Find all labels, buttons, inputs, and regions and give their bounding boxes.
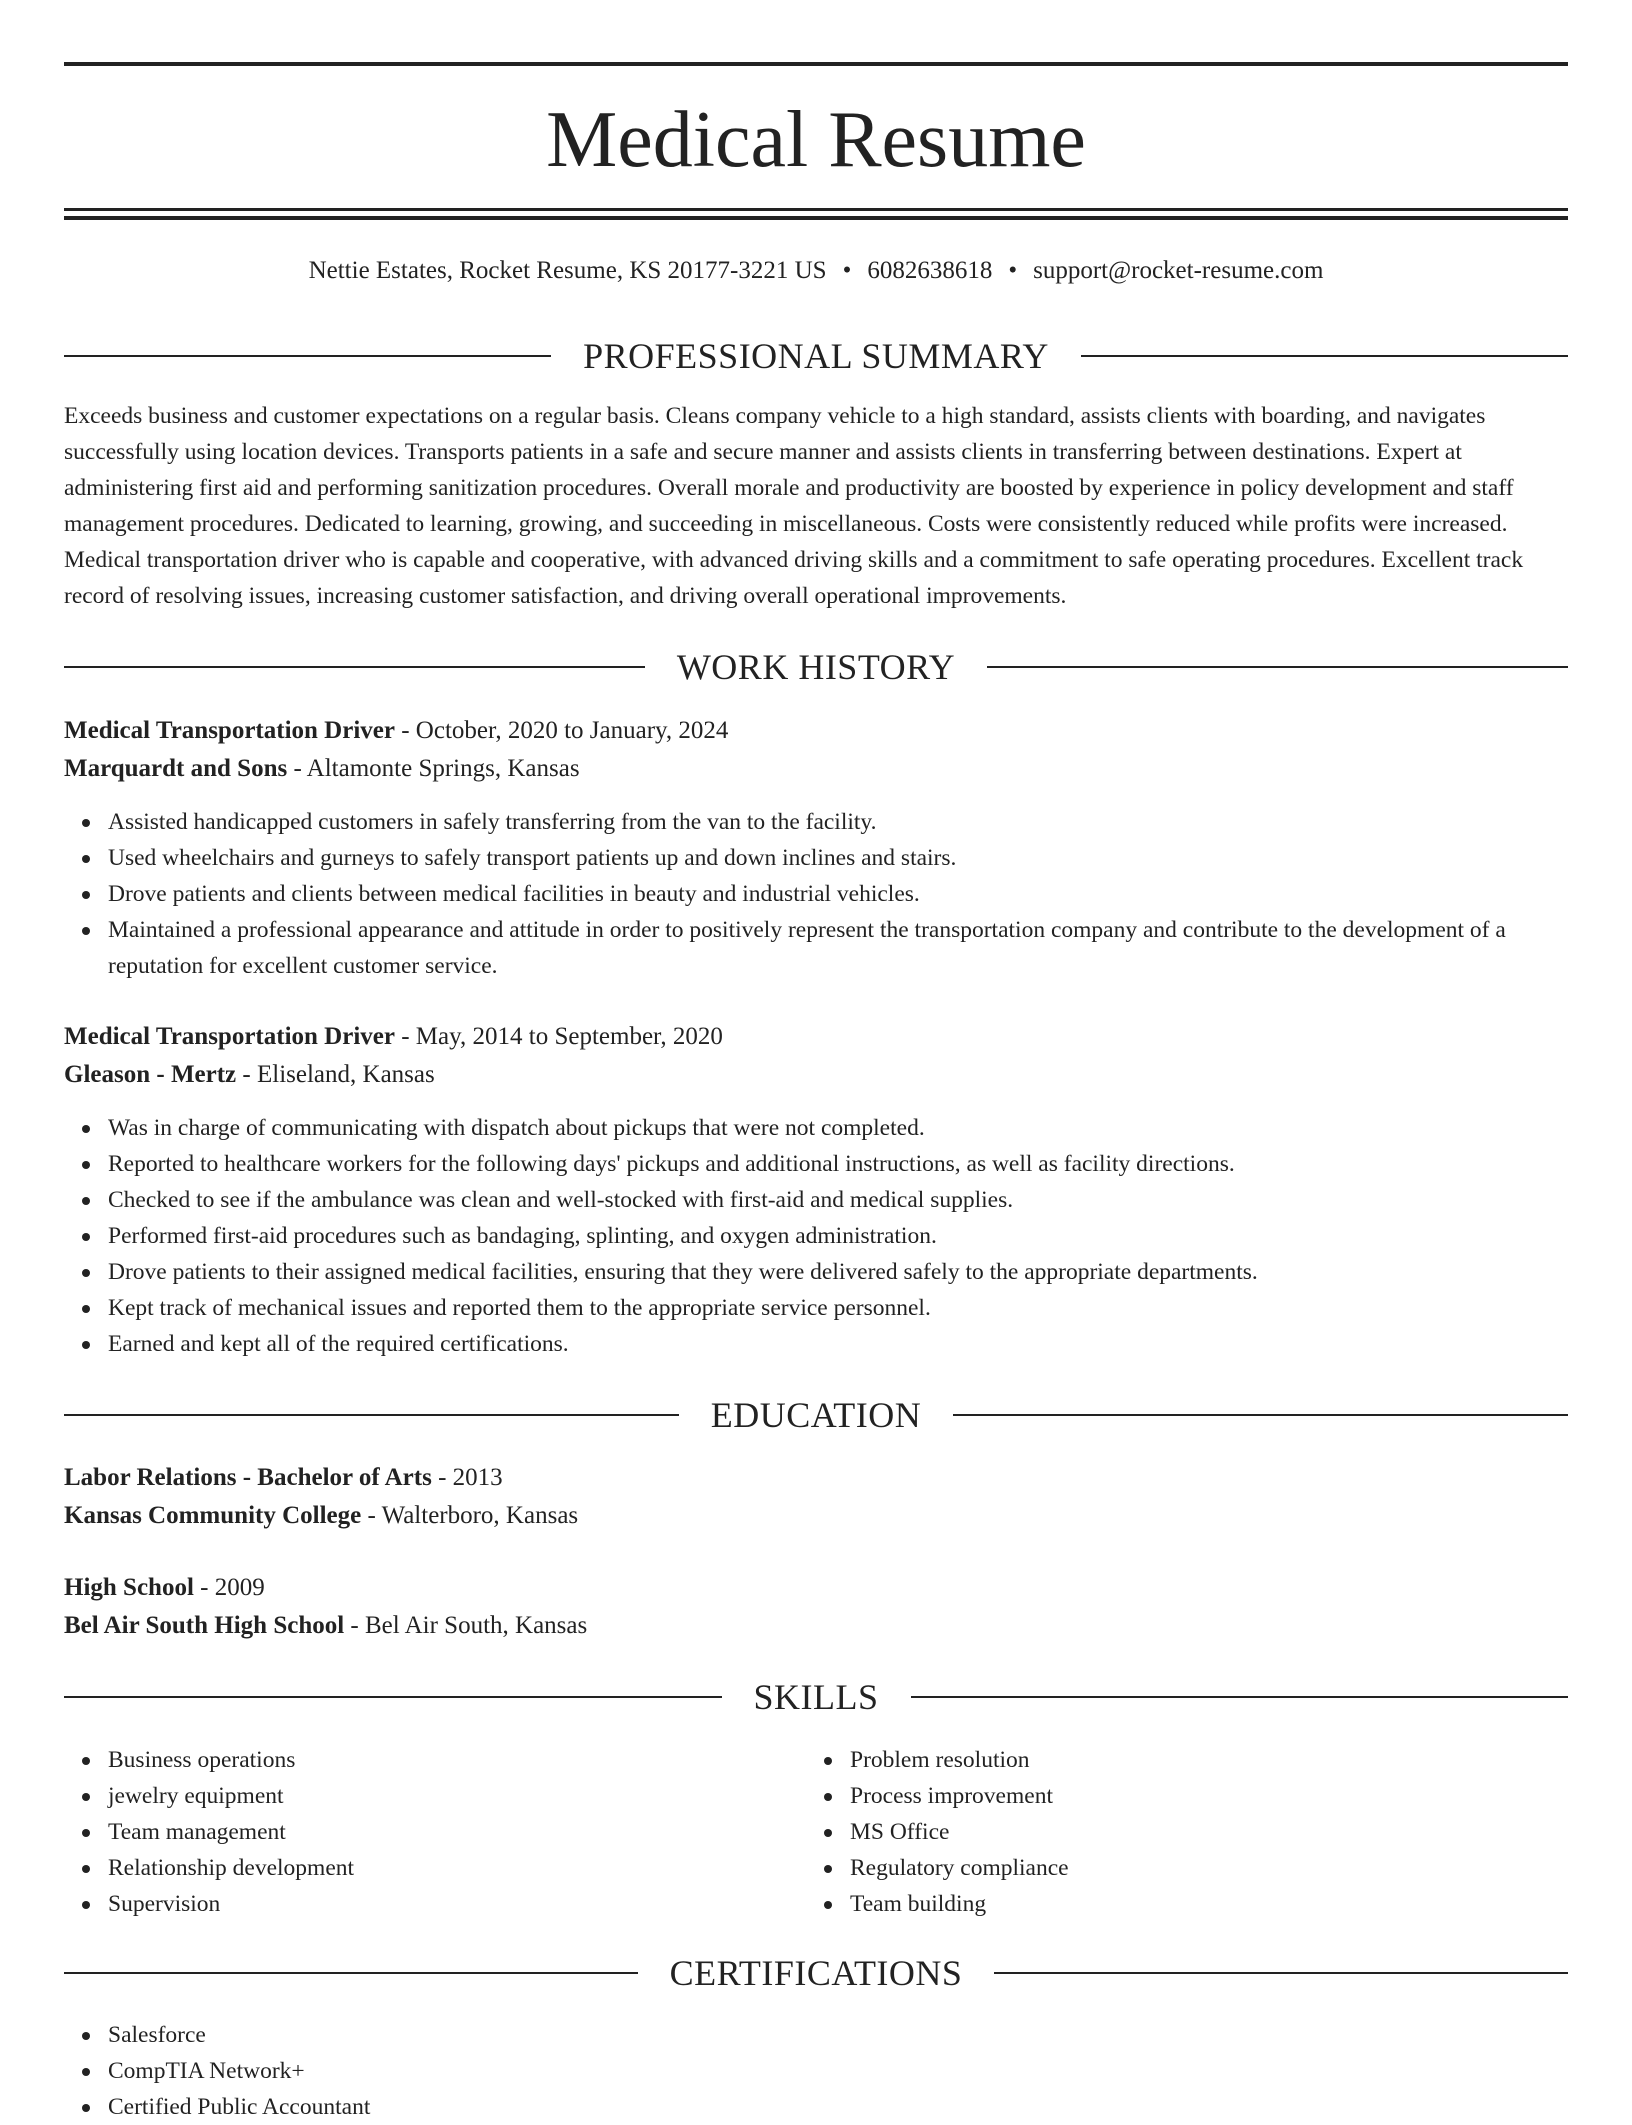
job-title: Medical Transportation Driver (64, 1023, 395, 1050)
skills-section-heading (64, 1675, 1568, 1719)
job-title: Medical Transportation Driver (64, 717, 395, 744)
school-location: - Bel Air South, Kansas (344, 1612, 588, 1639)
heading-rule-right (994, 1972, 1568, 1974)
certifications-section-heading (64, 1951, 1568, 1995)
skill-item: Team management (108, 1814, 764, 1850)
certification-item: Certified Public Accountant (108, 2089, 1568, 2125)
heading-rule-left (64, 1414, 679, 1416)
certifications-block (64, 2017, 1568, 2125)
skill-item: Problem resolution (850, 1742, 1506, 1778)
summary-paragraph: Exceeds business and customer expectations on a regular basis. Cleans company vehicle to a high standard, assists clients with boarding, and navigates successfully using location devices. Transports patients in a safe and secure manner and assists clients in transferring between destinations. Expert at administering first aid and performing sanitization procedures. Overall morale and productivity are boosted by experience in policy development and staff management procedures. Dedicated to learning, growing, and succeeding in miscellaneous. Costs were consistently reduced while profits were increased. Medical transportation driver who is capable and cooperative, with advanced driving skills and a commitment to safe operating procedures. Excellent track record of resolving issues, increasing customer satisfaction, and driving overall operational improvements. (64, 403, 1524, 609)
degree: Labor Relations - Bachelor of Arts (64, 1464, 432, 1491)
school-line (64, 1607, 1568, 1645)
work-section-heading (64, 645, 1568, 689)
header-double-rule-upper (64, 208, 1568, 211)
list-item: Assisted handicapped customers in safely transferring from the van to the facility. (108, 804, 1568, 840)
certifications-list (64, 2017, 1568, 2125)
job-duties-list (64, 1110, 1568, 1362)
section-title: EDUCATION (710, 1395, 922, 1435)
summary-section-heading (64, 334, 1568, 378)
list-item: Maintained a professional appearance and attitude in order to positively represent the transportation company and contribute to the development of a reputation for excellent customer service. (108, 912, 1568, 984)
school-location: - Walterboro, Kansas (361, 1502, 579, 1529)
contact-line (64, 253, 1568, 289)
contact-phone: 6082638618 (867, 257, 993, 284)
skill-item: Process improvement (850, 1778, 1506, 1814)
degree-line (64, 1569, 1568, 1607)
job-company: Gleason - Mertz (64, 1061, 237, 1088)
heading-rule-left (64, 355, 551, 357)
heading-rule-left (64, 1696, 722, 1698)
skills-list (806, 1742, 1506, 1922)
heading-rule-right (1081, 355, 1568, 357)
job-title-line (64, 712, 1568, 750)
section-title: CERTIFICATIONS (669, 1953, 963, 1993)
graduation-year: - 2009 (193, 1574, 265, 1601)
job-duties-list (64, 804, 1568, 984)
section-title: PROFESSIONAL SUMMARY (583, 336, 1049, 376)
list-item: Was in charge of communicating with dispatch about pickups that were not completed. (108, 1110, 1568, 1146)
heading-rule-left (64, 1972, 638, 1974)
resume-title: Medical Resume (546, 96, 1086, 184)
list-item: Kept track of mechanical issues and reported them to the appropriate service personnel. (108, 1290, 1568, 1326)
heading-rule-right (953, 1414, 1568, 1416)
list-item: Performed first-aid procedures such as bandaging, splinting, and oxygen administration. (108, 1218, 1568, 1254)
skills-list (64, 1742, 764, 1922)
list-item: Used wheelchairs and gurneys to safely transport patients up and down inclines and stairs. (108, 840, 1568, 876)
job-dates: - May, 2014 to September, 2020 (394, 1023, 723, 1050)
job-location: - Altamonte Springs, Kansas (287, 755, 580, 782)
list-item: Earned and kept all of the required certifications. (108, 1326, 1568, 1362)
certification-item: CompTIA Network+ (108, 2053, 1568, 2089)
skill-item: Team building (850, 1886, 1506, 1922)
degree-line (64, 1459, 1568, 1497)
list-item: Drove patients and clients between medical facilities in beauty and industrial vehicles. (108, 876, 1568, 912)
section-title: WORK HISTORY (676, 647, 956, 687)
heading-rule-left (64, 666, 645, 668)
job-dates: - October, 2020 to January, 2024 (394, 717, 729, 744)
skills-column-left (64, 1742, 764, 1922)
job-company: Marquardt and Sons (64, 755, 288, 782)
list-item: Checked to see if the ambulance was clean and well-stocked with first-aid and medical supplies. (108, 1182, 1568, 1218)
contact-address: Nettie Estates, Rocket Resume, KS 20177-3221 US (308, 257, 827, 284)
graduation-year: - 2013 (431, 1464, 503, 1491)
skill-item: jewelry equipment (108, 1778, 764, 1814)
job-company-line (64, 1056, 1568, 1094)
header-double-rule-lower (64, 216, 1568, 220)
heading-rule-right (987, 666, 1568, 668)
skill-item: Supervision (108, 1886, 764, 1922)
education-section-heading (64, 1393, 1568, 1437)
education-entry (64, 1569, 1568, 1645)
section-title: SKILLS (753, 1677, 879, 1717)
job-entry (64, 1018, 1568, 1362)
school-line (64, 1497, 1568, 1535)
certification-item: Salesforce (108, 2017, 1568, 2053)
heading-rule-right (911, 1696, 1569, 1698)
job-company-line (64, 750, 1568, 788)
skill-item: Regulatory compliance (850, 1850, 1506, 1886)
job-title-line (64, 1018, 1568, 1056)
degree: High School (64, 1574, 194, 1601)
skill-item: Business operations (108, 1742, 764, 1778)
list-item: Reported to healthcare workers for the following days' pickups and additional instructions, as well as facility directions. (108, 1146, 1568, 1182)
list-item: Drove patients to their assigned medical facilities, ensuring that they were delivered safely to the appropriate departments. (108, 1254, 1568, 1290)
header-top-rule (64, 62, 1568, 66)
job-location: - Eliseland, Kansas (236, 1061, 435, 1088)
school: Kansas Community College (64, 1502, 362, 1529)
skill-item: Relationship development (108, 1850, 764, 1886)
contact-separator: • (1008, 257, 1018, 284)
skills-column-right (806, 1742, 1506, 1922)
school: Bel Air South High School (64, 1612, 345, 1639)
contact-email: support@rocket-resume.com (1033, 257, 1324, 284)
job-entry (64, 712, 1568, 984)
education-entry (64, 1459, 1568, 1535)
skill-item: MS Office (850, 1814, 1506, 1850)
contact-separator: • (842, 257, 852, 284)
